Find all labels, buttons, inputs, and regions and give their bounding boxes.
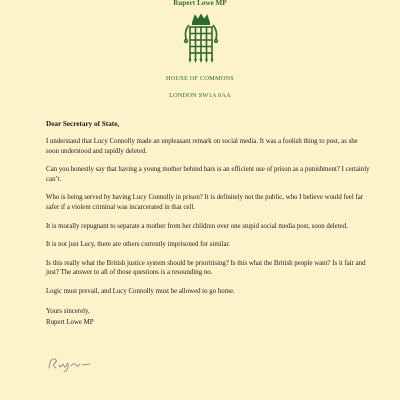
letterhead-address: LONDON SW1A 0AA (169, 92, 231, 99)
letterhead-house: HOUSE OF COMMONS (166, 75, 234, 82)
letterhead-mp-name: Rupert Lowe MP (173, 0, 227, 7)
paragraph: I understand that Lucy Connolly made an unpleasant remark on social media. It was a foolish thing to post, as she soon understood and rapidly deleted. (46, 138, 358, 155)
signatory-name: Rupert Lowe MP (46, 319, 94, 327)
paragraph: It is morally repugnant to separate a mother from her children over one stupid social media post, soon deleted. (46, 222, 348, 230)
letter-body (46, 120, 371, 328)
portcullis-crest-icon (180, 13, 222, 65)
salutation: Dear Secretary of State, (46, 120, 120, 128)
closing: Yours sincerely, (46, 308, 90, 316)
paragraph: Who is being served by having Lucy Connolly in prison? It is definitely not the public, who I believe would feel far safer if a violent criminal was incarcerated in that cell. (46, 194, 364, 211)
handwritten-signature (46, 352, 96, 374)
paragraph: It is not just Lucy, there are others currently imprisoned for similar. (46, 241, 231, 249)
paragraph: Logic must prevail, and Lucy Connolly must be allowed to go home. (46, 288, 235, 296)
paragraph: Is this really what the British justice system should be prioritising? Is this what the British people want? Is it fair and just? The answer to all of those questions is a resounding no. (46, 260, 366, 277)
paragraph: Can you honestly say that having a young mother behind bars is an efficient use of prison as a punishment? I certainly can’t. (46, 166, 370, 183)
